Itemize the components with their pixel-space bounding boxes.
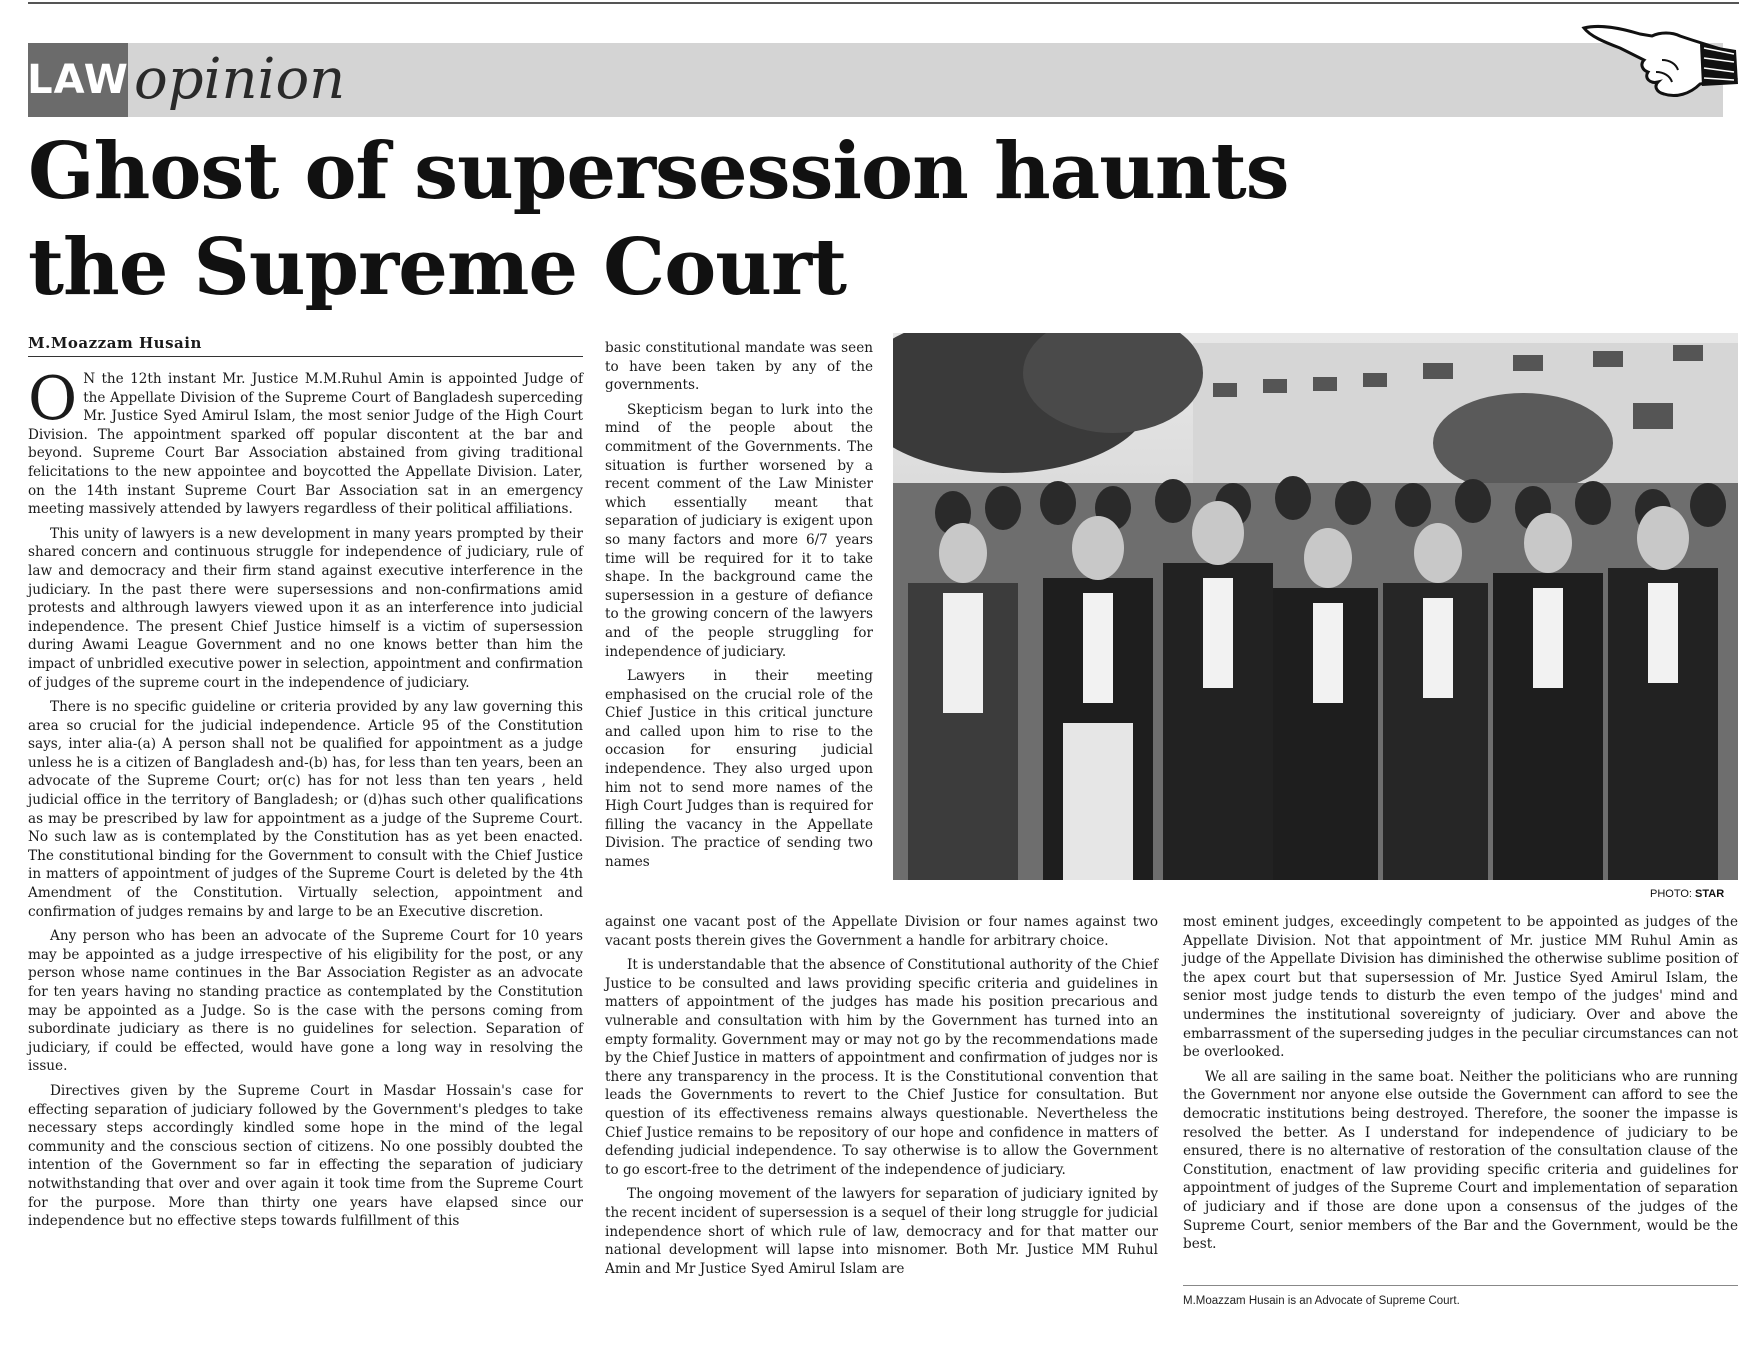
article-paragraph: Skepticism began to lurk into the mind of the people about the commitment of the Governments. The situation is further worsened by a recent comment of the Law Minister which essentially meant that separation of judiciary is exigent upon so many factors and more 6/7 years time will be required for it to take shape. In the background came the supersession in a gesture of defiance to the growing concern of the lawyers and of the people struggling for independence of judiciary. — [605, 401, 873, 660]
article-paragraph: O N the 12th instant Mr. Justice M.M.Ruhul Amin is appointed Judge of the Appellate Division of the Supreme Court of Bangladesh superceding Mr. Justice Syed Amirul Islam, the most senior Judge of the High Court Division. The appointment sparked off popular discontent at the bar and beyond. Supreme Court Bar Association abstained from giving traditional felicitations to the new appointee and boycotted the Appellate Division. Later, on the 14th instant Supreme Court Bar Association sat in an emergency meeting massively attended by lawyers regardless of their political affiliations. — [28, 364, 583, 518]
section-law-text: LAW — [27, 57, 129, 103]
top-rule — [28, 2, 1739, 4]
article-column-2 — [605, 339, 873, 878]
headline: Ghost of supersession haunts the Supreme Court — [28, 126, 1289, 313]
article-paragraph: It is understandable that the absence of Constitutional authority of the Chief Justice to be consulted and laws providing specific criteria and guidelines in matters of appointment of the judges has made his position precarious and vulnerable and consultation with him by the Government has turned into an empty formality. Government may or may not go by the recommendations made by the Chief Justice in matters of appointment and confirmation of judges nor is there any transparency in the process. It is the Constitutional convention that leads the Governments to revert to the Chief Justice for consultation. But question of its effectiveness remains always questionable. Nevertheless the Chief Justice remains to be repository of our hope and confidence in matters of defending judicial independence. To say otherwise is to allow the Government to go escort-free to the detriment of the independence of judiciary. — [605, 957, 1158, 1178]
pointing-hand-icon — [1580, 14, 1740, 106]
drop-cap: O — [28, 364, 78, 434]
section-opinion-label: opinion — [134, 47, 346, 112]
article-column-1 — [28, 364, 583, 1237]
article-paragraph: basic constitutional mandate was seen to have been taken by any of the governments. — [605, 340, 873, 394]
byline: M.Moazzam Husain — [28, 334, 583, 357]
article-paragraph: Lawyers in their meeting emphasised on the crucial role of the Chief Justice in this critical juncture and called upon him to rise to the occasion for ensuring judicial independence. They also urged upon him not to send more names of the High Court Judges than is required for filling the vacancy in the Appellate Division. The practice of sending two names — [605, 668, 873, 871]
section-law-label — [28, 43, 128, 117]
article-paragraph: Directives given by the Supreme Court in Masdar Hossain's case for effecting separation of judiciary followed by the Government's pledges to take necessary steps accordingly kindled some hope in the mind of the legal community and the conscious section of citizens. No one possibly doubted the intention of the Government so far in effecting the separation of judiciary notwithstanding that over and over again it took time from the Supreme Court for the purpose. More than thirty one years have elapsed since our independence but no effective steps towards fulfillment of this — [28, 1082, 583, 1230]
footnote-rule — [1183, 1285, 1738, 1286]
lawyers-protest-photo — [893, 333, 1738, 880]
article-column-2-lower — [605, 913, 1158, 1284]
article-paragraph: There is no specific guideline or criteria provided by any law governing this area so crucial for the judicial independence. Article 95 of the Constitution says, inter alia-(a) A person shall not be qualified for appointment as a judge unless he is a citizen of Bangladesh and-(b) has, for less than ten years, been an advocate of the Supreme Court; or(c) has for not less than ten years , held judicial office in the territory of Bangladesh; or (d)has such other qualifications as may be prescribed by law for appointment as a judge of the Supreme Court. No such law as is contemplated by the Constitution has as yet been enacted. The constitutional binding for the Government to consult with the Chief Justice in matters of appointment of judges of the Supreme Court is deleted by the 4th Amendment of the Constitution. Virtually selection, appointment and confirmation of judges remains by and large to be an Executive discretion. — [28, 699, 583, 920]
article-paragraph: most eminent judges, exceedingly competent to be appointed as judges of the Appellate Division. Not that appointment of Mr. justice MM Ruhul Amin as judge of the Appellate Division has diminished the otherwise sublime position of the apex court but that supersession of Mr. Justice Syed Amirul Islam, the senior most judge tends to disturb the even tempo of the judges' mind and undermines the institutional sovereignty of judiciary. Over and above the embarrassment of the superseding judges in the peculiar circumstances can not be overlooked. — [1183, 914, 1738, 1061]
author-footnote: M.Moazzam Husain is an Advocate of Supreme Court. — [1183, 1295, 1460, 1307]
article-paragraph: Any person who has been an advocate of the Supreme Court for 10 years may be appointed as a judge irrespective of his eligibility for the post, or any person whose name continues in the Bar Association Register as an advocate for ten years having no standing practice as contemplated by the Constitution may be appointed as a Judge. So is the case with the persons coming from subordinate judiciary as there is no guidelines for selection. Separation of judiciary, if could be effected, would have gone a long way in resolving the issue. — [28, 928, 583, 1075]
article-paragraph: This unity of lawyers is a new development in many years prompted by their shared concern and continuous struggle for independence of judiciary, rule of law and democracy and their firm stand against executive interference in the judiciary. In the past there were supersessions and non-confirmations amid protests and althrough lawyers viewed upon it as an interference into judicial independence. The present Chief Justice himself is a victim of supersession during Awami League Government and no one knows better than him the impact of unbridled executive power in selection, appointment and confirmation of judges of the supreme court in the independence of judiciary. — [28, 525, 583, 691]
photo-credit: PHOTO: STAR — [1650, 888, 1725, 900]
photo-illustration — [893, 333, 1738, 880]
article-paragraph: against one vacant post of the Appellate Division or four names against two vacant posts therein gives the Government a handle for arbitrary choice. — [605, 914, 1158, 949]
article-paragraph: We all are sailing in the same boat. Neither the politicians who are running the Government nor anyone else outside the Government can afford to see the democratic institutions being destroyed. Therefore, the sooner the impasse is resolved the better. As I understand for independence of judiciary to be ensured, there is no alternative of restoration of the consultation clause of the Constitution, enactment of law providing specific criteria and guidelines for appointment of judges of the Supreme Court and implementation of separation of judiciary and if those are done upon a consensus of the judges of the Supreme Court, senior members of the Bar and the Government, would be the best. — [1183, 1068, 1738, 1253]
article-column-3 — [1183, 913, 1738, 1260]
article-paragraph: The ongoing movement of the lawyers for separation of judiciary ignited by the recent incident of supersession is a sequel of their long struggle for judicial independence short of which rule of law, democracy and for that matter our national development will lapse into misnomer. Both Mr. Justice MM Ruhul Amin and Mr Justice Syed Amirul Islam are — [605, 1186, 1158, 1277]
